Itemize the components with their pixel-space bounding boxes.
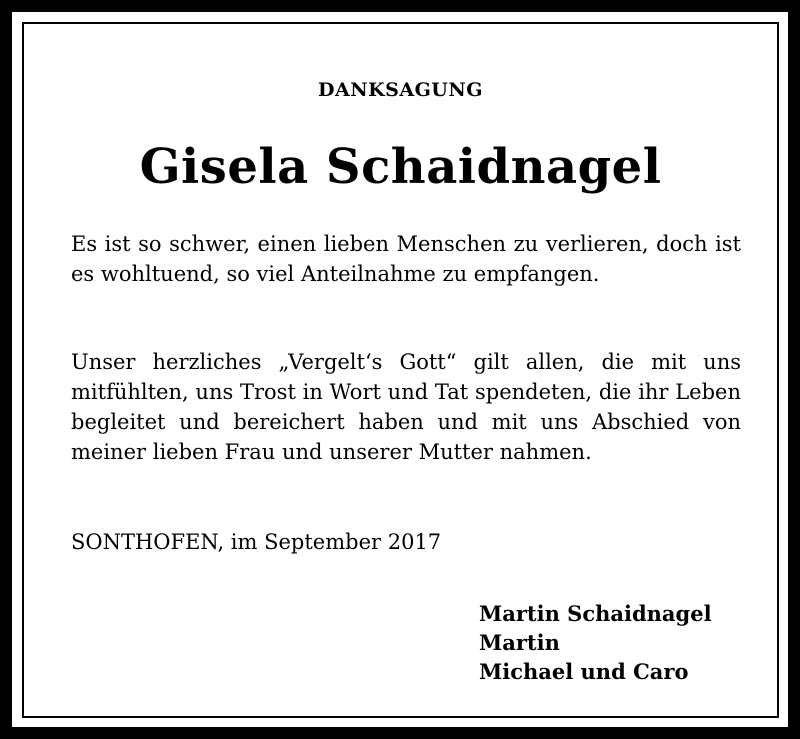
signature-block <box>479 599 712 686</box>
deceased-name: Gisela Schaidnagel <box>139 139 662 195</box>
notice-border <box>22 22 779 718</box>
signature-line: Martin <box>479 630 560 655</box>
paragraph-condolence: Es ist so schwer, einen lieben Menschen zu verlieren, doch ist es wohltuend, so viel Anteilnahme zu empfangen. <box>71 232 741 286</box>
notice-outer-frame <box>12 12 788 727</box>
notice-heading: DANKSAGUNG <box>318 79 483 101</box>
signature-line: Michael und Caro <box>479 659 689 684</box>
paragraph-thanks: Unser herzliches „Vergelt‘s Gott“ gilt allen, die mit uns mitfühlten, uns Trost in Wort und Tat spendeten, die ihr Leben begleitet und bereichert haben und mit uns Abschied von meiner lieben Frau und unserer Mutter nahmen. <box>71 350 741 464</box>
signature-line: Martin Schaidnagel <box>479 601 712 626</box>
place-date: SONTHOFEN, im September 2017 <box>71 530 442 554</box>
